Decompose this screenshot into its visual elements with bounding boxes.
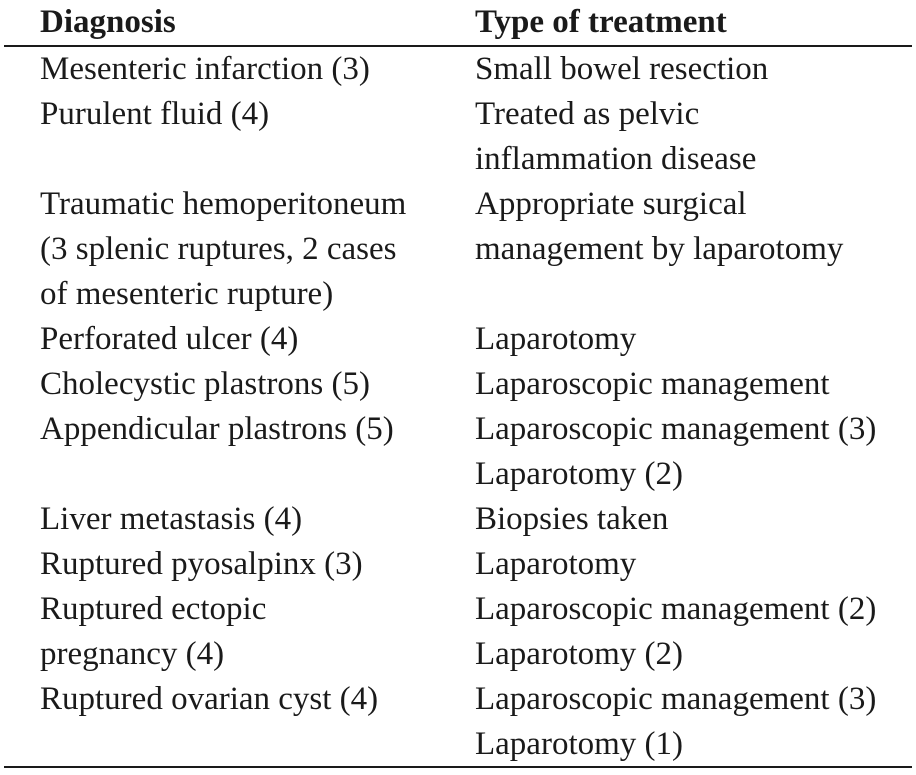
header-row — [4, 0, 912, 46]
diagnosis-cell — [4, 677, 440, 767]
diagnosis-cell — [4, 92, 440, 182]
table-row — [4, 182, 912, 317]
diagnosis-text: (3 splenic ruptures, 2 cases — [40, 231, 397, 267]
table-row — [4, 587, 912, 677]
treatment-cell — [440, 182, 912, 317]
table-row — [4, 92, 912, 182]
diagnosis-cell — [4, 182, 440, 317]
diagnosis-text: pregnancy (4) — [40, 636, 225, 672]
treatment-cell — [440, 317, 912, 362]
diagnosis-text: Purulent fluid (4) — [40, 96, 270, 132]
treatment-text: Laparotomy (2) — [475, 636, 684, 672]
diagnosis-cell — [4, 317, 440, 362]
diagnosis-text: Ruptured ovarian cyst (4) — [40, 681, 379, 717]
treatment-text: Appropriate surgical — [475, 186, 747, 222]
treatment-text: Laparoscopic management (3) — [475, 411, 877, 447]
diagnosis-cell — [4, 362, 440, 407]
table-row — [4, 46, 912, 92]
table-row — [4, 317, 912, 362]
treatment-cell — [440, 362, 912, 407]
table-row — [4, 362, 912, 407]
treatment-text: Small bowel resection — [475, 51, 769, 87]
table-row — [4, 677, 912, 767]
diagnosis-text: Cholecystic plastrons (5) — [40, 366, 370, 402]
diagnosis-text: Ruptured pyosalpinx (3) — [40, 546, 363, 582]
treatment-cell — [440, 677, 912, 767]
treatment-text: Laparotomy — [475, 321, 637, 357]
treatment-cell — [440, 542, 912, 587]
table-row — [4, 497, 912, 542]
diagnosis-treatment-table — [4, 0, 912, 767]
treatment-text: Laparoscopic management — [475, 366, 830, 402]
treatment-text: management by laparotomy — [475, 231, 844, 267]
treatment-text: Treated as pelvic — [475, 96, 700, 132]
diagnosis-text: Appendicular plastrons (5) — [40, 411, 394, 447]
table-row — [4, 542, 912, 587]
treatment-cell — [440, 497, 912, 542]
diagnosis-text: Mesenteric infarction (3) — [40, 51, 370, 87]
diagnosis-text: Traumatic hemoperitoneum — [40, 186, 407, 222]
table-header — [4, 0, 912, 46]
header-diagnosis: Diagnosis — [40, 4, 176, 40]
treatment-text: Biopsies taken — [475, 501, 669, 537]
treatment-text: Laparotomy (2) — [475, 456, 684, 492]
diagnosis-text: of mesenteric rupture) — [40, 276, 334, 312]
treatment-text: Laparoscopic management (3) — [475, 681, 877, 717]
table-bottom-rule — [4, 766, 912, 768]
diagnosis-cell — [4, 46, 440, 92]
table-body — [4, 46, 912, 767]
diagnosis-cell — [4, 407, 440, 497]
treatment-text: Laparotomy (1) — [475, 726, 684, 762]
treatment-cell — [440, 587, 912, 677]
diagnosis-cell — [4, 497, 440, 542]
treatment-text: Laparotomy — [475, 546, 637, 582]
treatment-text: inflammation disease — [475, 141, 757, 177]
diagnosis-cell — [4, 542, 440, 587]
diagnosis-text: Liver metastasis (4) — [40, 501, 303, 537]
diagnosis-cell — [4, 587, 440, 677]
treatment-cell — [440, 407, 912, 497]
diagnosis-text: Perforated ulcer (4) — [40, 321, 299, 357]
diagnosis-text: Ruptured ectopic — [40, 591, 267, 627]
table-row — [4, 407, 912, 497]
treatment-cell — [440, 46, 912, 92]
treatment-text: Laparoscopic management (2) — [475, 591, 877, 627]
treatment-cell — [440, 92, 912, 182]
treatment-table-container — [4, 0, 912, 767]
header-type-of-treatment: Type of treatment — [475, 4, 727, 40]
